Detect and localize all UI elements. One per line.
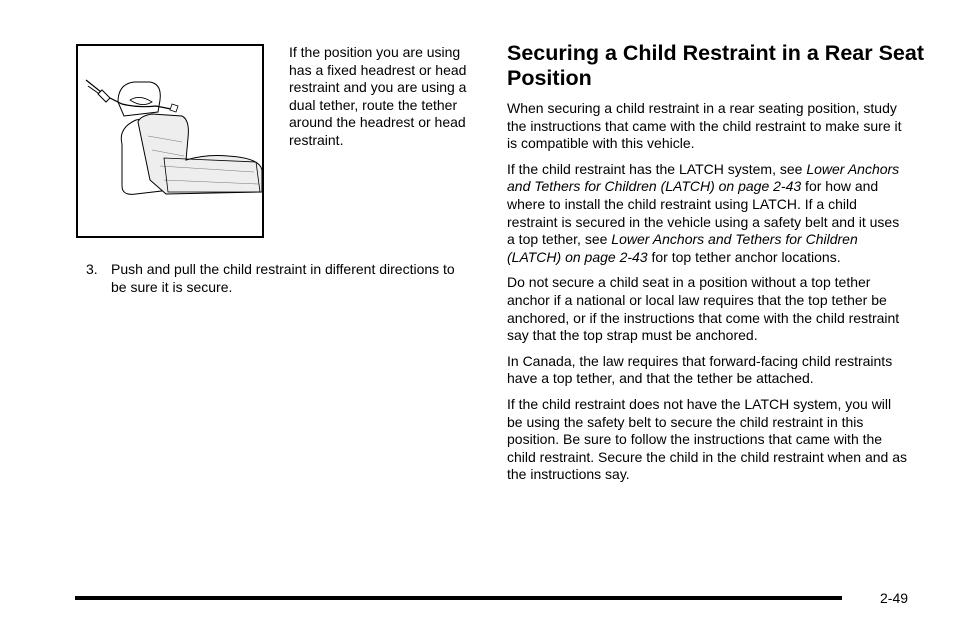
- section-heading: Securing a Child Restraint in a Rear Seat Position: [507, 41, 924, 90]
- paragraph: In Canada, the law requires that forward-facing child restraints have a top tether, and that the tether be attached.: [507, 352, 893, 387]
- child-restraint-tether-illustration: [78, 46, 266, 240]
- paragraph: Do not secure a child seat in a position without a top tether anchor if a national or local law requires that the top tether be anchored, or if the instructions that come with the child restraint say that the top strap must be anchored.: [507, 274, 900, 344]
- cross-reference-link[interactable]: Lower Anchors and Tethers for Children (LATCH) on page 2-43: [507, 231, 858, 265]
- step-number: 3.: [86, 261, 98, 277]
- illustration-frame: [76, 44, 264, 238]
- paragraph: If the child restraint does not have the LATCH system, you will be using the safety belt to secure the child restraint in this position. Be sure to follow the instructions that came with the child restraint. Secure the child in the child restraint when and as the instructions say.: [507, 395, 907, 483]
- page-number: 2-49: [880, 590, 909, 606]
- cross-reference-link[interactable]: Lower Anchors and Tethers for Children (LATCH) on page 2-43: [507, 160, 900, 195]
- text-run: If the child restraint has the LATCH system, see: [507, 160, 807, 177]
- illustration-caption: If the position you are using has a fixed headrest or head restraint and you are using a dual tether, route the tether around the headrest or head restraint.: [289, 44, 467, 148]
- paragraph: When securing a child restraint in a rear seating position, study the instructions that came with the child restraint to make sure it is compatible with this vehicle.: [507, 100, 902, 152]
- step-text: Push and pull the child restraint in different directions to be sure it is secure.: [111, 261, 455, 295]
- text-run: for top tether anchor locations.: [647, 248, 841, 265]
- section-body: [507, 100, 907, 492]
- text-run: for how and where to install the child restraint using LATCH. If a child restraint is secured in the vehicle using a safety belt and it uses a top tether, see: [507, 178, 900, 248]
- paragraph-with-references: [507, 161, 907, 267]
- footer-rule: [75, 596, 842, 600]
- step-item: [86, 261, 466, 296]
